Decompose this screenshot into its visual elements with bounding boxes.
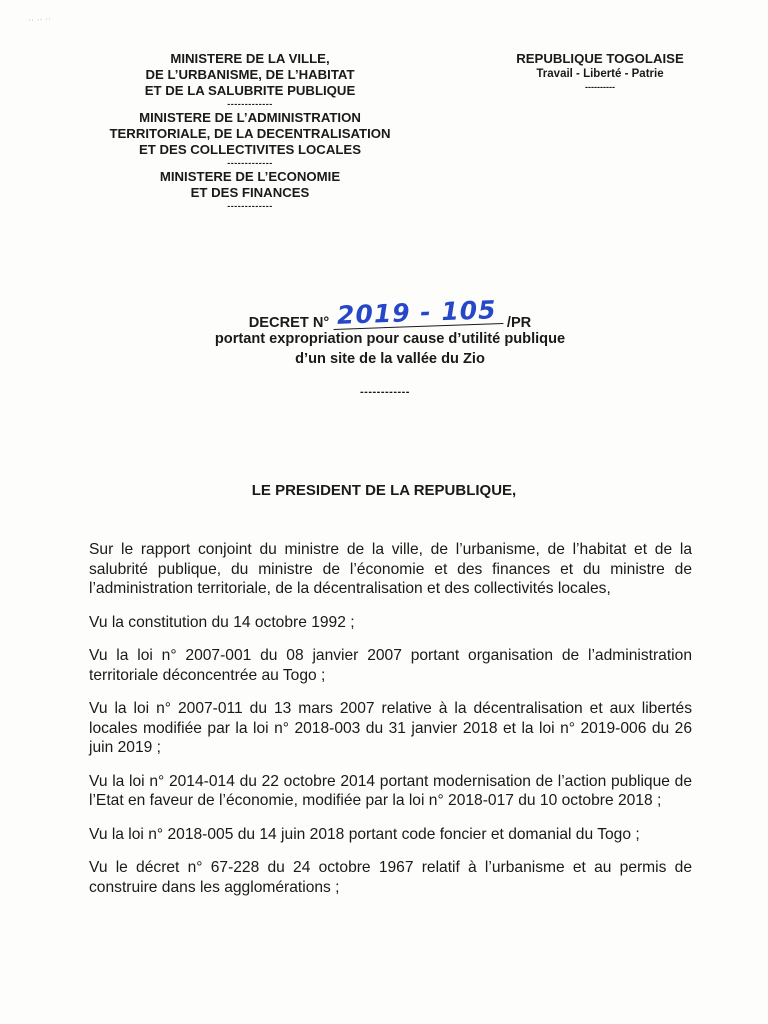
ministry-line: MINISTERE DE L’ECONOMIE: [159, 169, 341, 184]
decree-title: [160, 295, 620, 368]
paragraph: Sur le rapport conjoint du ministre de la ville, de l’urbanisme, de l’habitat et de la salubrité publique, du ministre de l’économie et des finances et du ministre de l’administration territoriale, de la décentralisation et des collectivités locales,: [89, 541, 692, 597]
ministry-line: MINISTERE DE L’ADMINISTRATION: [139, 110, 361, 125]
ministries-header: [80, 51, 420, 212]
paragraph: Vu la loi n° 2018-005 du 14 juin 2018 portant code foncier et domanial du Togo ;: [89, 825, 640, 843]
republic-name: REPUBLIQUE TOGOLAISE: [516, 51, 684, 66]
header-separator: -------------: [227, 99, 273, 109]
header-separator: -------------: [227, 158, 273, 168]
decree-label: DECRET N°: [248, 315, 330, 331]
paragraph: Vu la loi n° 2014-014 du 22 octobre 2014 portant modernisation de l’action publique de l’Etat en faveur de l’économie, modifiée par la loi n° 2018-017 du 10 octobre 2018 ;: [89, 772, 692, 809]
scan-artifact: ·· ·· ··: [27, 13, 52, 25]
ministry-line: MINISTERE DE LA VILLE,: [170, 51, 330, 66]
paragraph: Vu la loi n° 2007-011 du 13 mars 2007 relative à la décentralisation et aux libertés locales modifiée par la loi n° 2018-003 du 31 janvier 2018 et la loi n° 2019-006 du 26 juin 2019 ;: [89, 700, 692, 756]
decree-suffix: /PR: [506, 315, 532, 331]
ministry-line: TERRITORIALE, DE LA DECENTRALISATION: [109, 126, 391, 141]
header-separator: -------------: [227, 201, 273, 211]
president-heading: LE PRESIDENT DE LA REPUBLIQUE,: [251, 482, 517, 499]
paragraph: Vu le décret n° 67-228 du 24 octobre 1967 relatif à l’urbanisme et au permis de construire dans les agglomérations ;: [89, 859, 692, 896]
decree-number-line: [160, 295, 620, 331]
decree-subject-line: d’un site de la vallée du Zio: [295, 351, 485, 367]
ministry-line: ET DES COLLECTIVITES LOCALES: [138, 142, 361, 157]
decree-separator: ------------: [360, 386, 410, 398]
decree-number-handwritten: 2019 - 105: [333, 297, 503, 330]
decree-subject-line: portant expropriation pour cause d’utilité publique: [214, 331, 566, 347]
republic-motto: Travail - Liberté - Patrie: [536, 68, 664, 80]
republic-header: [486, 51, 714, 92]
decree-body: [89, 540, 692, 911]
republic-separator: ----------: [585, 82, 615, 92]
ministry-line: ET DE LA SALUBRITE PUBLIQUE: [144, 83, 356, 98]
ministry-line: DE L’URBANISME, DE L’HABITAT: [145, 67, 355, 82]
ministry-line: ET DES FINANCES: [190, 185, 310, 200]
paragraph: Vu la loi n° 2007-001 du 08 janvier 2007 portant organisation de l’administration territoriale déconcentrée au Togo ;: [89, 647, 692, 684]
paragraph: Vu la constitution du 14 octobre 1992 ;: [89, 613, 355, 631]
